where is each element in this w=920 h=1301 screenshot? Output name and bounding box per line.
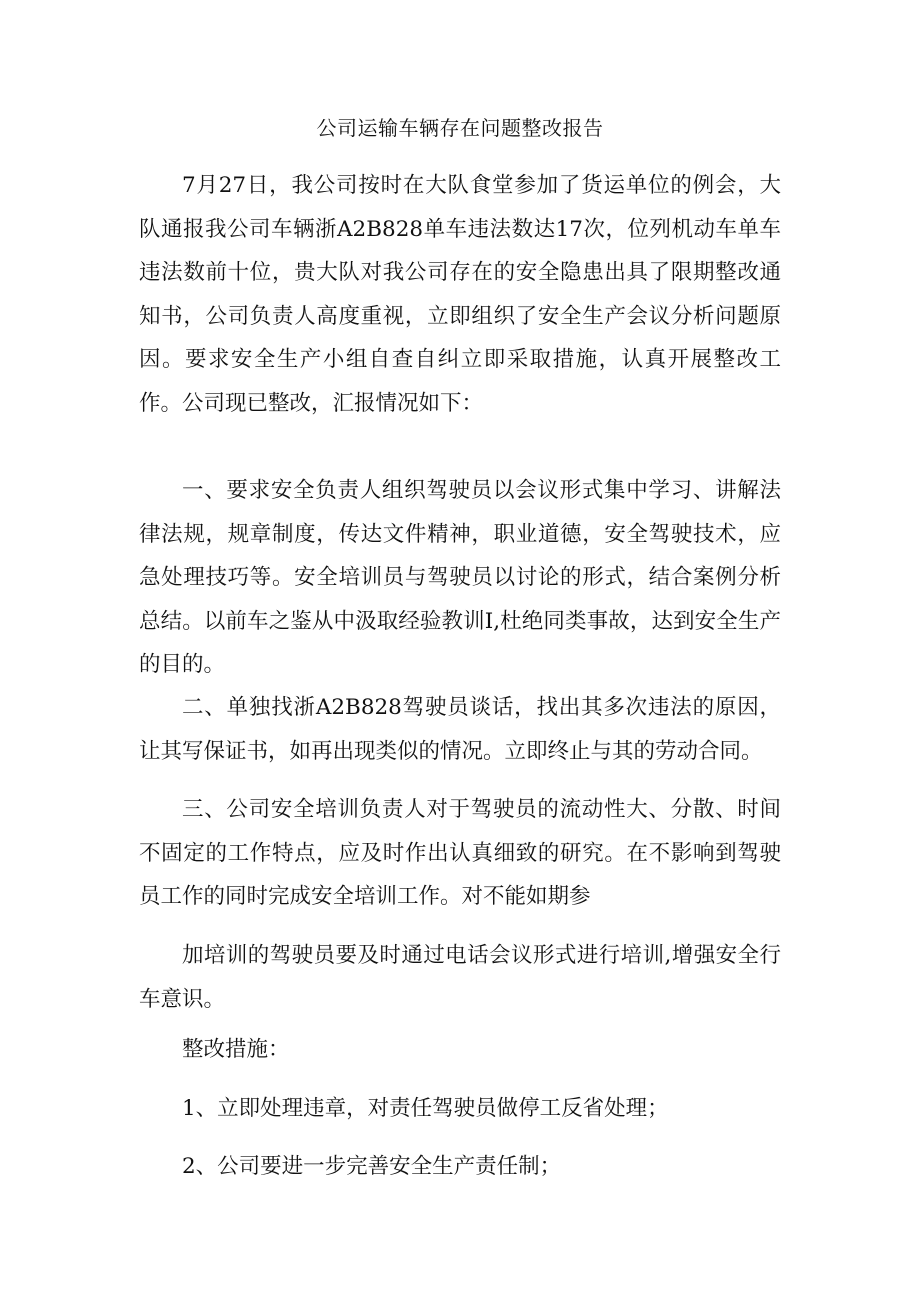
paragraph-item-three: 三、公司安全培训负责人对于驾驶员的流动性大、分散、时间不固定的工作特点，应及时作出认真细致的研究。在不影响到驾驶员工作的同时完成安全培训工作。对不能如期参 <box>139 797 781 909</box>
measure-item-1: 1、立即处理违章，对责任驾驶员做停工反省处理； <box>182 1096 669 1121</box>
paragraph-item-one: 一、要求安全负责人组织驾驶员以会议形式集中学习、讲解法律法规，规章制度，传达文件精神，职业道德，安全驾驶技术，应急处理技巧等。安全培训员与驾驶员以讨论的形式，结合案例分析总结。以前车之鉴从中汲取经验教训I,杜绝同类事故，达到安全生产的目的。 <box>139 478 781 677</box>
measure-item-2: 2、公司要进一步完善安全生产责任制； <box>182 1154 562 1179</box>
document-title: 公司运输车辆存在问题整改报告 <box>316 116 604 140</box>
paragraph-intro: 7月27日，我公司按时在大队食堂参加了货运单位的例会，大队通报我公司车辆浙A2B828单车违法数达17次，位列机动车单车违法数前十位，贵大队对我公司存在的安全隐患出具了限期整改通知书，公司负责人高度重视，立即组织了安全生产会议分析问题原因。要求安全生产小组自查自纠立即采取措施，认真开展整改工作。公司现已整改，汇报情况如下： <box>139 173 781 416</box>
paragraph-item-two: 二、单独找浙A2B828驾驶员谈话，找出其多次违法的原因，让其写保证书，如再出现类似的情况。立即终止与其的劳动合同。 <box>139 695 781 764</box>
paragraph-item-three-continued: 加培训的驾驶员要及时通过电话会议形式进行培训,增强安全行车意识。 <box>139 943 781 1012</box>
measures-heading: 整改措施： <box>182 1037 290 1062</box>
